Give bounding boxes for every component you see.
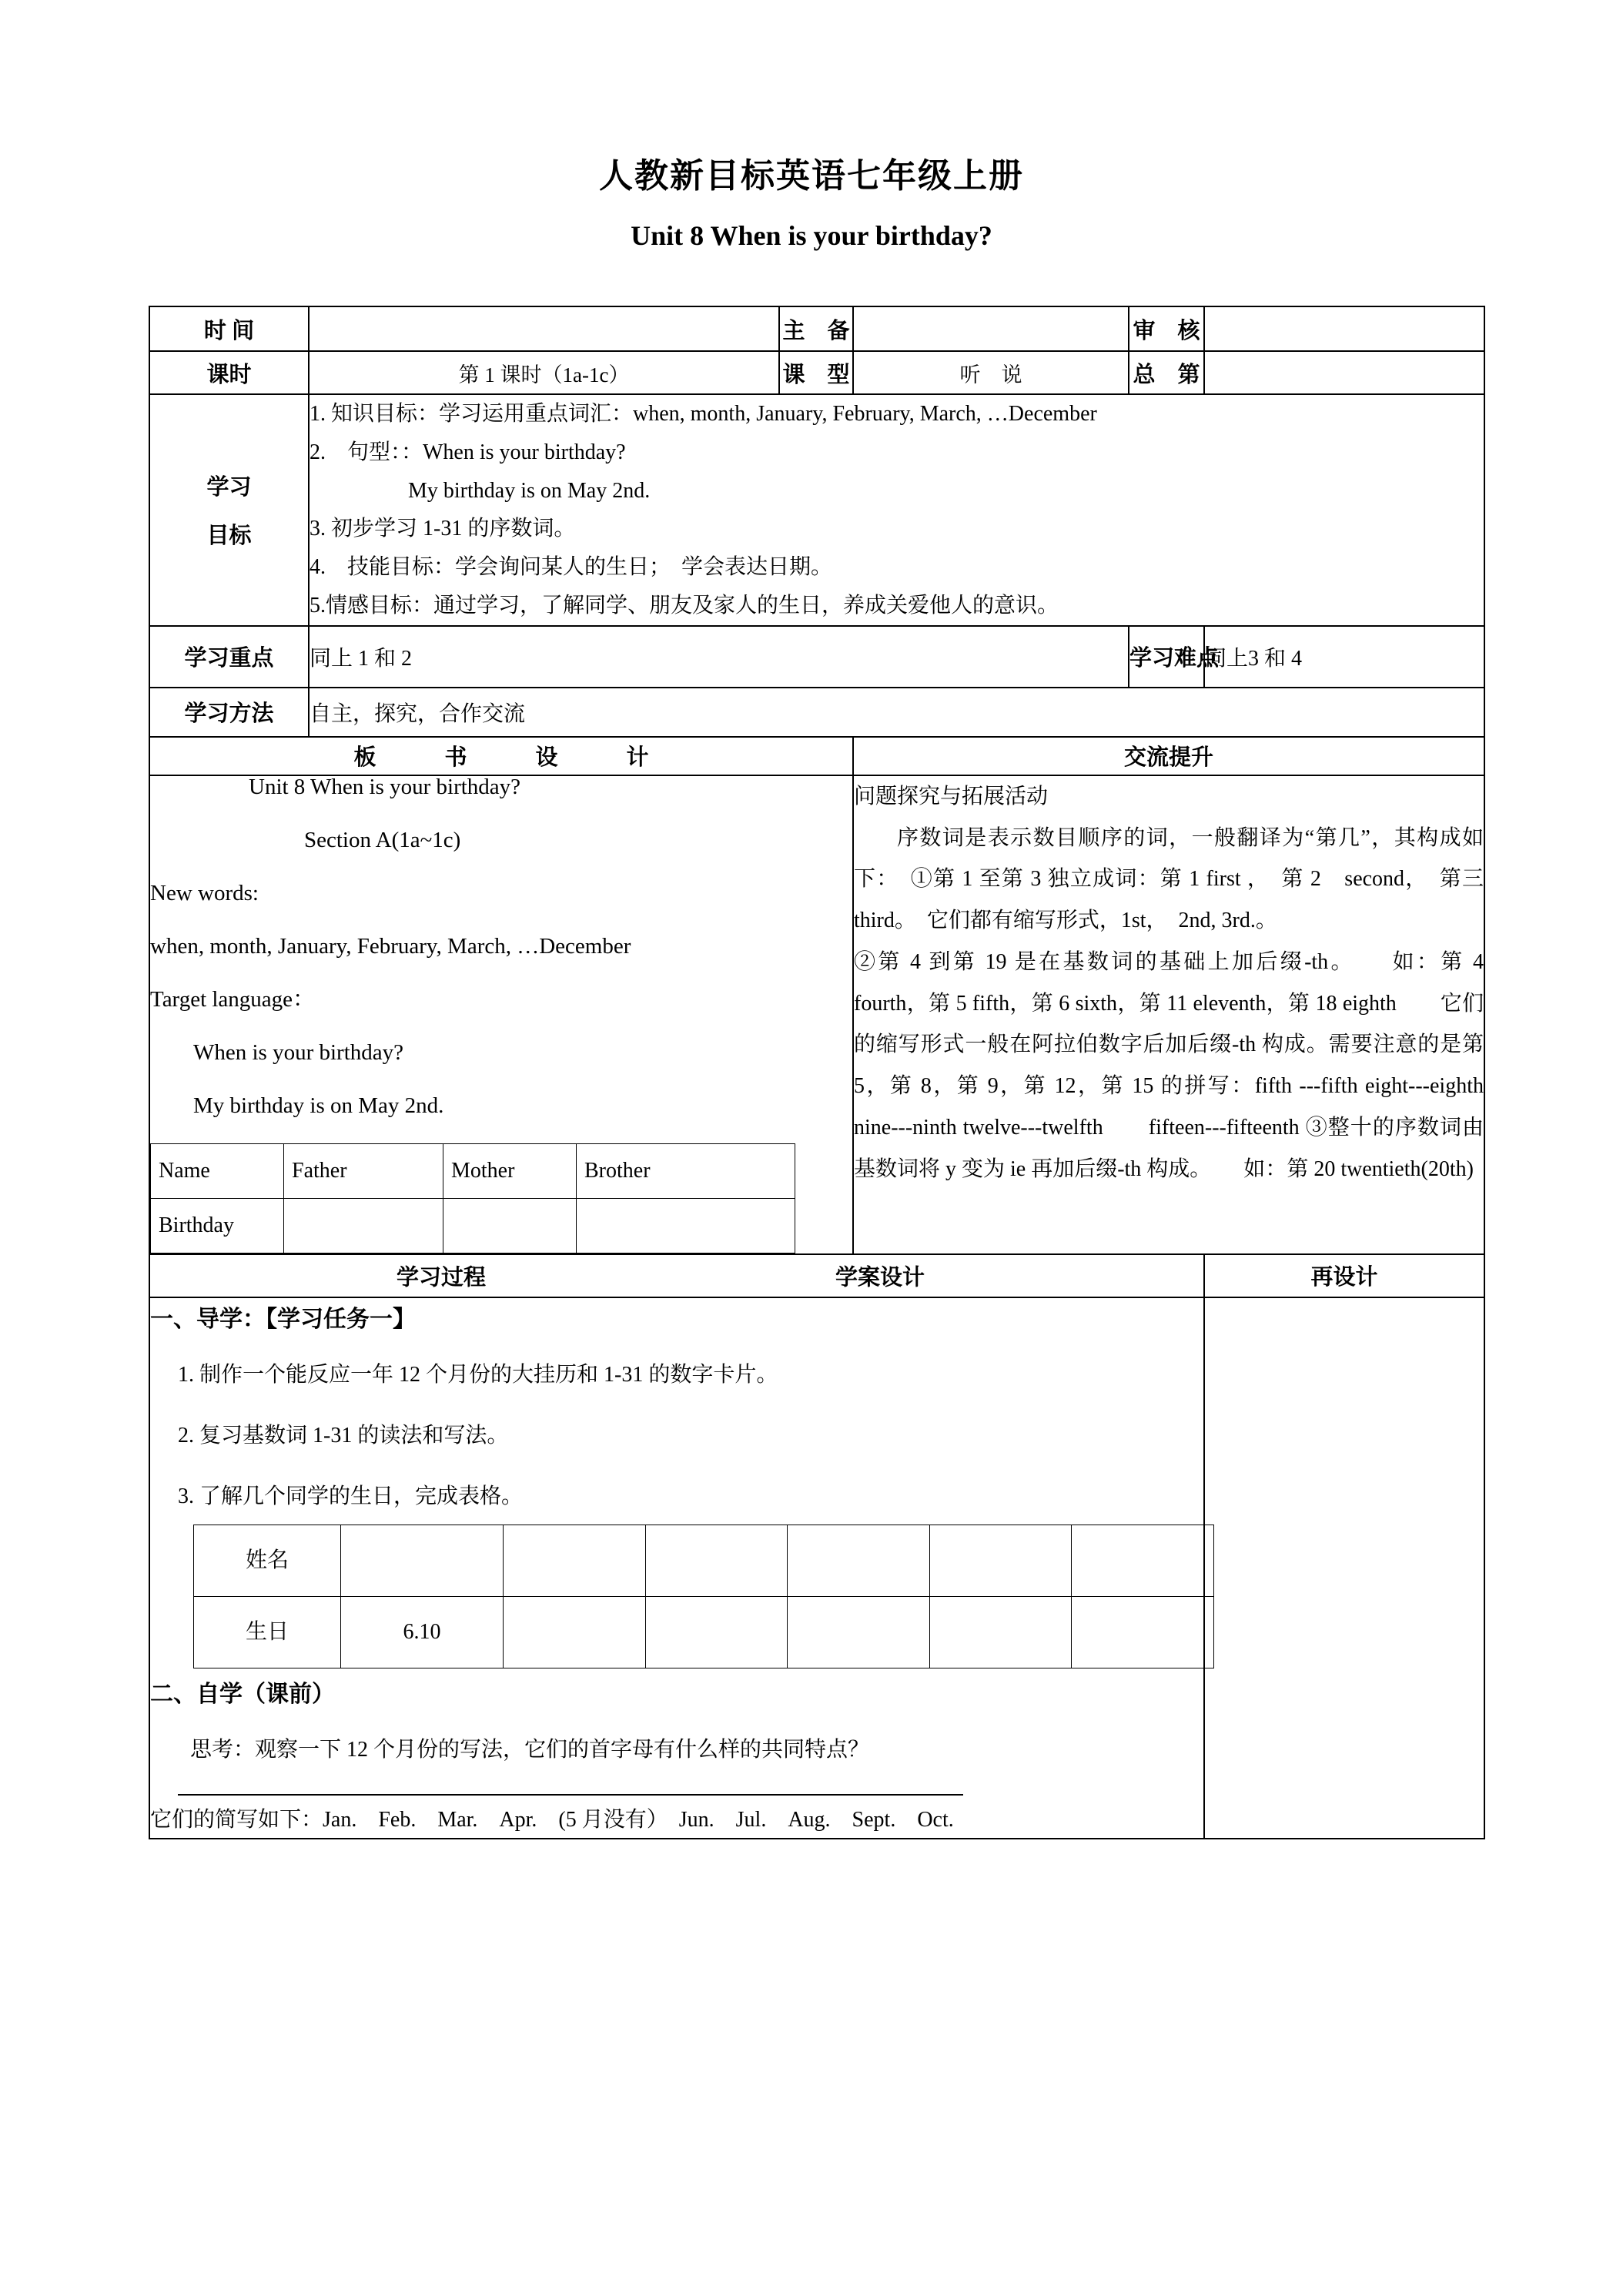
redesign-header: 再设计 — [1204, 1254, 1484, 1297]
family-cell-birthday-mother[interactable] — [443, 1198, 577, 1253]
birthdays-cell-6[interactable] — [1072, 1597, 1214, 1668]
plan-design-header: 学案设计 — [835, 1265, 925, 1290]
objectives-content — [309, 394, 1484, 626]
objective-item-6: 5.情感目标：通过学习，了解同学、朋友及家人的生日，养成关爱他人的意识。 — [310, 594, 1059, 618]
objectives-label — [149, 394, 309, 626]
objective-item-2: 2. 句型：：When is your birthday? — [310, 440, 626, 464]
objective-item-4: 3. 初步学习 1-31 的序数词。 — [310, 517, 576, 541]
table-row-section-headers — [149, 737, 1484, 775]
difficulty-label: 学习难点 — [1129, 626, 1204, 688]
objective-item-5: 4. 技能目标：学会询问某人的生日； 学会表达日期。 — [310, 555, 833, 580]
review-value[interactable] — [1204, 306, 1484, 351]
process-header: 学习过程 — [397, 1265, 487, 1290]
objectives-label-line1: 学习 — [206, 475, 252, 500]
communication-paragraph-2: ②第 4 到第 19 是在基数词的基础上加后缀-th。 如：第 4 fourth，第 5 fifth，第 6 sixth，第 11 eleventh，第 18 eighth 它们的缩写形式一般在阿拉伯数字后加后缀-th 构成。需要注意的是第 5，第 8，第 9，第 12，第 15 的拼写：fifth ---fifth eight---eighth nine---ninth twelve---twelfth fifteen---fifteenth ③整十的序数词由基数词将 y 变为 ie 再加后缀-th 构成。 如：第 20 twentieth(20th) — [854, 949, 1506, 1181]
table-row-period — [149, 351, 1484, 394]
board-line-question: When is your birthday? — [193, 1039, 404, 1065]
board-line-section: Section A(1a~1c) — [304, 827, 461, 852]
process-heading-2: 二、自学（课前） — [150, 1682, 335, 1708]
objective-item-3: My birthday is on May 2nd. — [408, 478, 651, 503]
communication-body — [853, 775, 1506, 1254]
method-label: 学习方法 — [149, 688, 309, 737]
review-label: 审 核 — [1129, 306, 1204, 351]
family-cell-birthday-father[interactable] — [284, 1198, 443, 1253]
birthdays-cell-1[interactable]: 6.10 — [341, 1597, 504, 1668]
process-headers — [149, 1254, 1204, 1297]
birthdays-cell-5[interactable] — [929, 1597, 1072, 1668]
time-value[interactable] — [309, 306, 779, 351]
board-line-unit: Unit 8 When is your birthday? — [249, 774, 521, 799]
names-cell-4[interactable] — [788, 1525, 930, 1597]
total-value[interactable] — [1204, 351, 1484, 394]
family-cell-mother: Mother — [443, 1143, 577, 1198]
table-row-process-headers — [149, 1254, 1484, 1297]
family-cell-birthday-label: Birthday — [151, 1198, 284, 1253]
table-row-method — [149, 688, 1484, 737]
family-birthday-table — [150, 1143, 795, 1253]
answer-rule — [178, 1794, 963, 1796]
names-cell-2[interactable] — [504, 1525, 646, 1597]
main-prep-value[interactable] — [853, 306, 1129, 351]
table-row-process-body — [149, 1297, 1484, 1839]
page-subtitle: Unit 8 When is your birthday? — [631, 220, 992, 252]
board-line-newwords-label: New words: — [150, 880, 259, 905]
period-label: 课时 — [149, 351, 309, 394]
names-cell-1[interactable] — [341, 1525, 504, 1597]
table-row-objectives — [149, 394, 1484, 626]
objectives-label-line2: 目标 — [206, 524, 252, 549]
classmate-birthday-table — [193, 1525, 1214, 1668]
process-item-2: 2. 复习基数词 1-31 的读法和写法。 — [178, 1423, 509, 1448]
process-item-3: 3. 了解几个同学的生日，完成表格。 — [178, 1484, 524, 1508]
table-row-focus — [149, 626, 1484, 688]
period-value[interactable]: 第 1 课时（1a-1c） — [309, 351, 779, 394]
family-cell-brother: Brother — [577, 1143, 795, 1198]
process-item-1: 1. 制作一个能反应一年 12 个月份的大挂历和 1-31 的数字卡片。 — [178, 1362, 778, 1387]
family-cell-birthday-brother[interactable] — [577, 1198, 795, 1253]
names-cell-5[interactable] — [929, 1525, 1072, 1597]
lesson-type-value[interactable]: 听 说 — [853, 351, 1129, 394]
method-value[interactable]: 自主，探究，合作交流 — [309, 688, 1484, 737]
communication-paragraph-1: 序数词是表示数目顺序的词，一般翻译为“第几”，其构成如下： ①第 1 至第 3 独立成词：第 1 first ， 第 2 second， 第三 third。 它们都有缩写形式，1st， 2nd, 3rd.。 — [854, 825, 1484, 933]
process-heading-1: 一、导学：【学习任务一】 — [150, 1306, 416, 1332]
table-row — [194, 1525, 1214, 1597]
board-line-newwords: when, month, January, February, March, …December — [150, 933, 631, 959]
total-label: 总 第 — [1129, 351, 1204, 394]
family-cell-father: Father — [284, 1143, 443, 1198]
process-abbrev-line: 它们的简写如下：Jan. Feb. Mar. Apr. (5 月没有） Jun. Jul. Aug. Sept. Oct. — [150, 1808, 954, 1832]
process-body — [149, 1297, 1204, 1839]
table-row — [151, 1198, 795, 1253]
board-line-target-label: Target language： — [150, 986, 316, 1012]
birthdays-cell-2[interactable] — [504, 1597, 646, 1668]
communication-header: 交流提升 — [853, 737, 1484, 775]
key-points-value[interactable]: 同上 1 和 2 — [309, 626, 1129, 688]
table-row — [194, 1597, 1214, 1668]
birthdays-cell-4[interactable] — [788, 1597, 930, 1668]
objective-item-1: 1. 知识目标：学习运用重点词汇：when, month, January, February, March, …December — [310, 402, 1097, 426]
lesson-plan-table — [149, 306, 1506, 1839]
table-row — [151, 1143, 795, 1198]
board-design-body — [149, 775, 853, 1254]
redesign-body[interactable] — [1204, 1297, 1484, 1839]
main-prep-label: 主 备 — [779, 306, 853, 351]
lesson-type-label: 课 型 — [779, 351, 853, 394]
time-label: 时 间 — [149, 306, 309, 351]
names-cell-label: 姓名 — [194, 1525, 341, 1597]
difficulty-value[interactable]: 同上3 和 4 — [1204, 626, 1484, 688]
table-row-time — [149, 306, 1484, 351]
names-cell-6[interactable] — [1072, 1525, 1214, 1597]
process-question: 思考：观察一下 12 个月份的写法，它们的首字母有什么样的共同特点？ — [190, 1738, 870, 1762]
board-line-answer: My birthday is on May 2nd. — [193, 1093, 444, 1118]
family-cell-name: Name — [151, 1143, 284, 1198]
birthdays-cell-3[interactable] — [645, 1597, 788, 1668]
communication-heading: 问题探究与拓展活动 — [854, 784, 1049, 808]
key-points-label: 学习重点 — [149, 626, 309, 688]
board-design-header: 板 书 设 计 — [149, 737, 853, 775]
birthdays-cell-label: 生日 — [194, 1597, 341, 1668]
table-row-section-bodies — [149, 775, 1484, 1254]
page-title: 人教新目标英语七年级上册 — [599, 157, 1024, 195]
names-cell-3[interactable] — [645, 1525, 788, 1597]
